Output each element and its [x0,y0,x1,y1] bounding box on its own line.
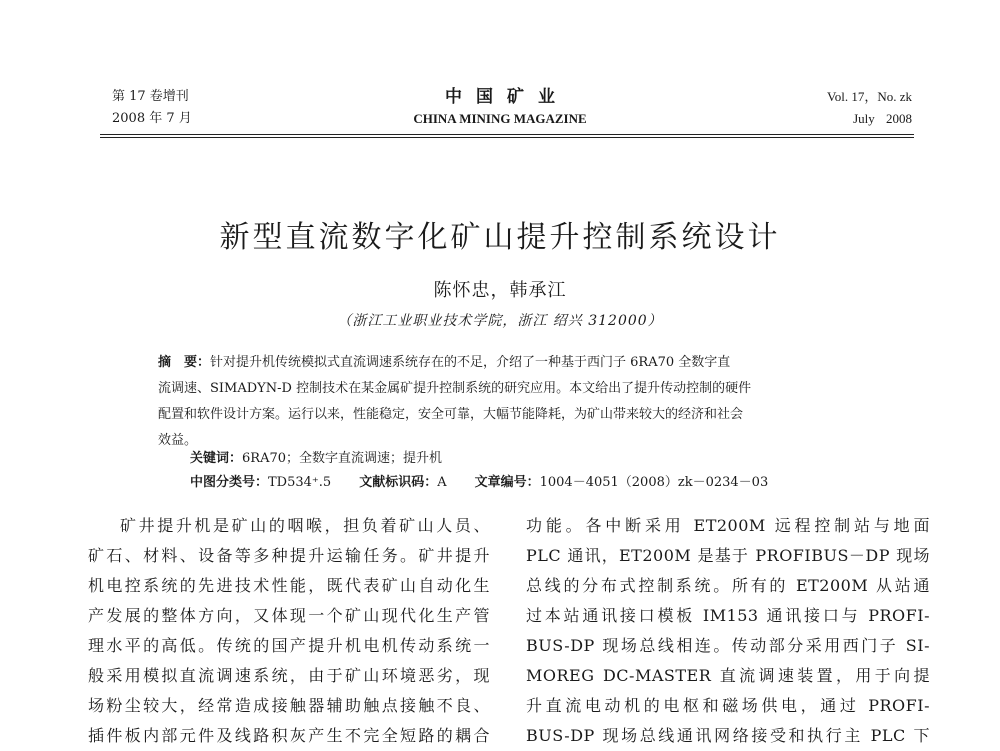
body-line: BUS-DP 现场总线相连。传动部分采用西门子 SI- [526,636,930,655]
body-line: 插件板内部元件及线路积灰产生不完全短路的耦合 [88,726,490,745]
body-line: 产发展的整体方向，又体现一个矿山现代化生产管 [88,606,490,625]
abstract-line: 效益。 [158,433,198,448]
body-line: 过本站通讯接口模板 IM153 通讯接口与 PROFI- [526,606,930,625]
volume-supplement: 第 17 卷增刊 [112,89,189,104]
journal-name-cn: 中国矿业 [445,87,569,107]
abstract-line: 流调速、SIMADYN-D 控制技术在某金属矿提升控制系统的研究应用。本文给出了提升传动控制的硬件 [158,381,752,396]
body-line: PLC 通讯，ET200M 是基于 PROFIBUS－DP 现场 [526,546,930,565]
body-line: 总线的分布式控制系统。所有的 ET200M 从站通 [526,576,930,595]
body-line: 理水平的高低。传统的国产提升机电机传动系统一 [88,636,490,655]
volume-number: Vol. 17，No. zk [827,89,912,104]
keywords-label: 关键词： [190,451,243,466]
author-affiliation: （浙江工业职业技术学院，浙江 绍兴 312000） [337,313,663,329]
body-column-left [88,511,490,751]
article-authors: 陈怀忠，韩承江 [433,280,567,301]
abstract-line: 针对提升机传统模拟式直流调速系统存在的不足，介绍了一种基于西门子 6RA70 全数字直 [210,355,731,370]
body-line: 机电控系统的先进技术性能，既代表矿山自动化生 [88,576,490,595]
header-divider-top [100,134,914,135]
article-no-label: 文章编号： [474,475,540,490]
abstract [158,350,858,454]
keywords-value: 6RA70；全数字直流调速；提升机 [242,451,443,466]
clc-label: 中图分类号： [190,475,269,490]
abstract-label: 摘 要： [158,355,211,370]
body-line: 功能。各中断采用 ET200M 远程控制站与地面 [526,516,930,535]
article-no-value: 1004－4051（2008）zk－0234－03 [539,475,769,490]
doc-code-label: 文献标识码： [359,475,438,490]
body-line: 升直流电动机的电枢和磁场供电，通过 PROFI- [526,696,930,715]
body-line: 场粉尘较大，经常造成接触器辅助触点接触不良、 [88,696,490,715]
issue-date-en: July 2008 [853,111,912,126]
abstract-line: 配置和软件设计方案。运行以来，性能稳定，安全可靠，大幅节能降耗，为矿山带来较大的经济和社会 [158,407,744,422]
doc-code-value: A [437,475,447,490]
body-column-right [526,511,930,751]
journal-volume-info [827,86,912,130]
header-divider-bottom [100,137,914,138]
body-line: 矿石、材料、设备等多种提升运输任务。矿井提升 [88,546,490,565]
article-title: 新型直流数字化矿山提升控制系统设计 [219,220,781,255]
body-line: BUS-DP 现场总线通讯网络接受和执行主 PLC 下 [526,726,930,745]
body-line: 矿井提升机是矿山的咽喉，担负着矿山人员、 [120,516,490,535]
journal-name-en: CHINA MINING MAGAZINE [413,111,587,126]
classification-row [190,473,768,493]
keywords [190,449,442,469]
body-line: MOREG DC-MASTER 直流调速装置，用于向提 [526,666,930,685]
clc-value: TD534⁺.5 [268,475,332,490]
body-line: 般采用模拟直流调速系统，由于矿山环境恶劣，现 [88,666,490,685]
issue-date-cn: 2008 年 7 月 [112,111,192,126]
